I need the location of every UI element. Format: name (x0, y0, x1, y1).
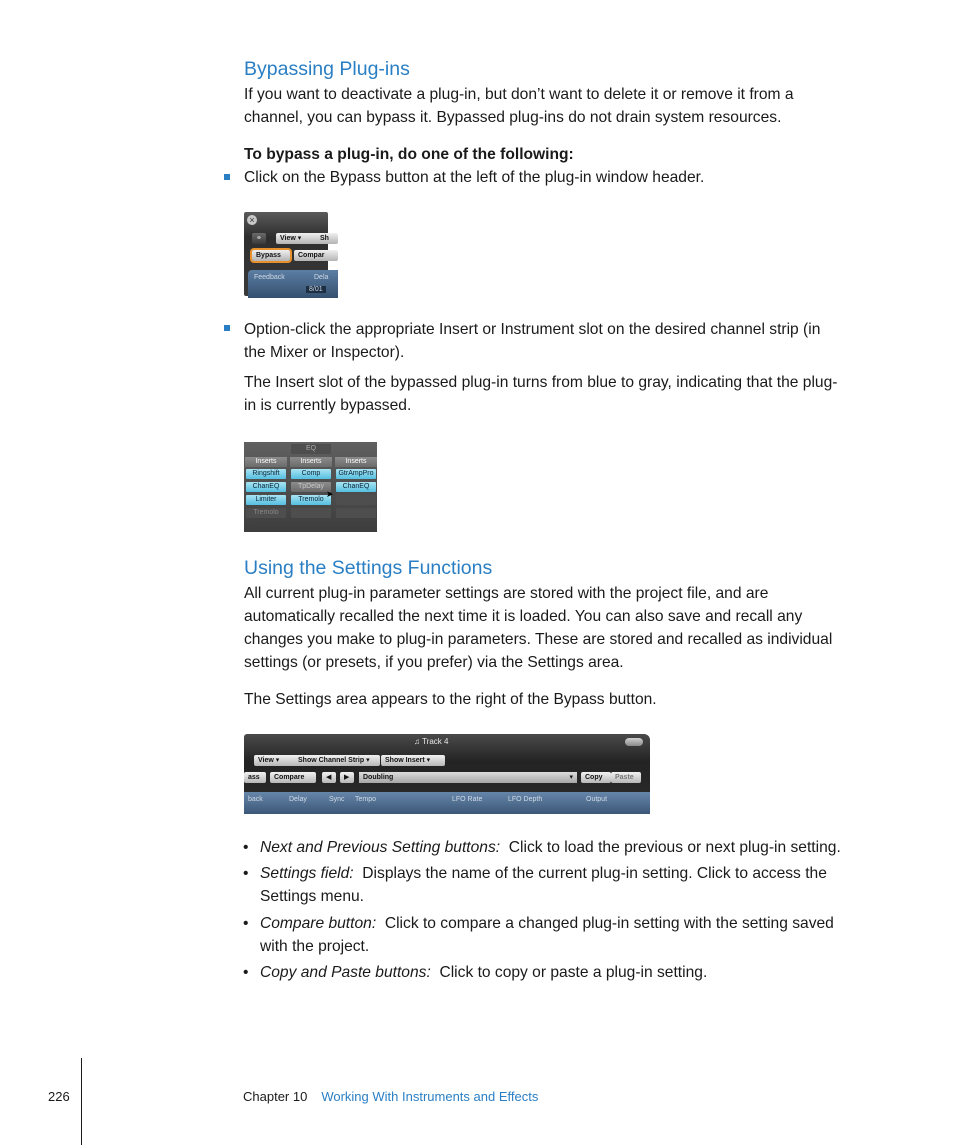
compare-button: Compare (270, 772, 316, 783)
paragraph-line: channel, you can bypass it. Bypassed plug-ins do not drain system resources. (244, 109, 782, 126)
window-resize-icon (625, 738, 643, 746)
definition-continuation: Settings menu. (260, 888, 365, 905)
param-label: Delay (289, 796, 307, 803)
bullet-dot: • (243, 839, 249, 856)
next-setting-button: ▶ (340, 772, 354, 783)
bullet-dot: • (243, 865, 249, 882)
square-bullet-icon (224, 174, 230, 180)
channel-strip-1 (244, 442, 288, 532)
channel-strip-2 (289, 442, 333, 532)
definition-item: Copy and Paste buttons: Click to copy or paste a plug-in setting. (260, 964, 708, 981)
view-menu: View ▾ (276, 233, 320, 244)
param-label: Output (586, 796, 608, 803)
value-readout: 8/01 (306, 286, 326, 293)
insert-slot: ChanEQ (246, 482, 286, 492)
show-menu: Sh (316, 233, 338, 244)
definition-item: Settings field: Displays the name of the current plug-in setting. Click to access the (260, 865, 827, 882)
feedback-label: Feedback (254, 274, 285, 281)
definition-continuation: with the project. (260, 938, 370, 955)
task-heading: To bypass a plug-in, do one of the following: (244, 146, 574, 163)
bullet-text: the Mixer or Inspector). (244, 344, 405, 361)
param-label: LFO Rate (452, 796, 483, 803)
insert-slot-empty (336, 495, 376, 505)
paragraph-line: The Settings area appears to the right of the Bypass button. (244, 691, 657, 708)
chapter-footer (243, 1089, 538, 1104)
param-label: Tempo (355, 796, 377, 803)
insert-slot: ChanEQ (336, 482, 376, 492)
previous-setting-button: ◀ (322, 772, 336, 783)
paragraph-line: The Insert slot of the bypassed plug-in turns from blue to gray, indicating that the plug- (244, 374, 838, 391)
close-icon: × (247, 215, 257, 225)
definition-item: Compare button: Click to compare a changed plug-in setting with the setting saved (260, 915, 834, 932)
screenshot-insert-slots (244, 442, 377, 532)
view-menu: View ▾ (254, 755, 298, 766)
bypass-button: ass (244, 772, 266, 783)
definition-item: Next and Previous Setting buttons: Click to load the previous or next plug-in setting. (260, 839, 841, 856)
insert-slot: Ringshift (246, 469, 286, 479)
chapter-number: Chapter 10 (243, 1089, 308, 1104)
eq-label: EQ (291, 444, 331, 454)
paragraph-line: If you want to deactivate a plug-in, but don’t want to delete it or remove it from a (244, 86, 794, 103)
paragraph-line: settings (or presets, if you prefer) via the Settings area. (244, 654, 624, 671)
paragraph-line: All current plug-in parameter settings are stored with the project file, and are (244, 585, 769, 602)
inserts-header: Inserts (335, 457, 377, 467)
channel-strip-3 (334, 442, 378, 532)
chapter-title: Working With Instruments and Effects (321, 1089, 539, 1104)
show-insert-menu: Show Insert ▾ (381, 755, 445, 766)
insert-slot: Tremolo (291, 495, 331, 505)
copy-button: Copy (581, 772, 611, 783)
screenshot-plugin-header (244, 212, 328, 296)
page-number: 226 (48, 1089, 70, 1104)
bullet-text: Option-click the appropriate Insert or Instrument slot on the desired channel strip (in (244, 321, 821, 338)
insert-slot: Tremolo (246, 508, 286, 518)
insert-slot-empty (336, 508, 376, 518)
settings-field: Doubling ▾ (359, 772, 577, 783)
insert-slot: GtrAmpPro (336, 469, 376, 479)
link-icon: ⚭ (252, 233, 266, 244)
bullet-dot: • (243, 964, 249, 981)
cursor-icon: ➤ (326, 489, 334, 499)
delay-label: Dela (314, 274, 329, 281)
bullet-text: Click on the Bypass button at the left of the plug-in window header. (244, 169, 705, 186)
square-bullet-icon (224, 325, 230, 331)
bypass-button: Bypass (252, 250, 290, 261)
parameter-panel (244, 792, 650, 814)
insert-slot-empty (291, 508, 331, 518)
paragraph-line: automatically recalled the next time it is loaded. You can also save and recall any (244, 608, 803, 625)
compare-button: Compar (294, 250, 338, 261)
param-label: LFO Depth (508, 796, 543, 803)
bullet-dot: • (243, 915, 249, 932)
section-heading-bypassing: Bypassing Plug-ins (244, 58, 410, 80)
inserts-header: Inserts (290, 457, 332, 467)
footer-divider (81, 1058, 82, 1145)
inserts-header: Inserts (245, 457, 287, 467)
param-label: back (248, 796, 263, 803)
param-label: Sync (329, 796, 345, 803)
screenshot-settings-area (244, 734, 650, 814)
section-heading-settings: Using the Settings Functions (244, 557, 493, 579)
paragraph-line: changes you make to plug-in parameters. These are stored and recalled as individual (244, 631, 833, 648)
window-title: ♫ Track 4 (414, 737, 449, 746)
paste-button: Paste (611, 772, 641, 783)
paragraph-line: in is currently bypassed. (244, 397, 412, 414)
parameter-panel (248, 270, 338, 298)
insert-slot: Limiter (246, 495, 286, 505)
insert-slot-bypassed: TpDelay (291, 482, 331, 492)
show-channel-strip-menu: Show Channel Strip ▾ (294, 755, 380, 766)
insert-slot: Comp (291, 469, 331, 479)
